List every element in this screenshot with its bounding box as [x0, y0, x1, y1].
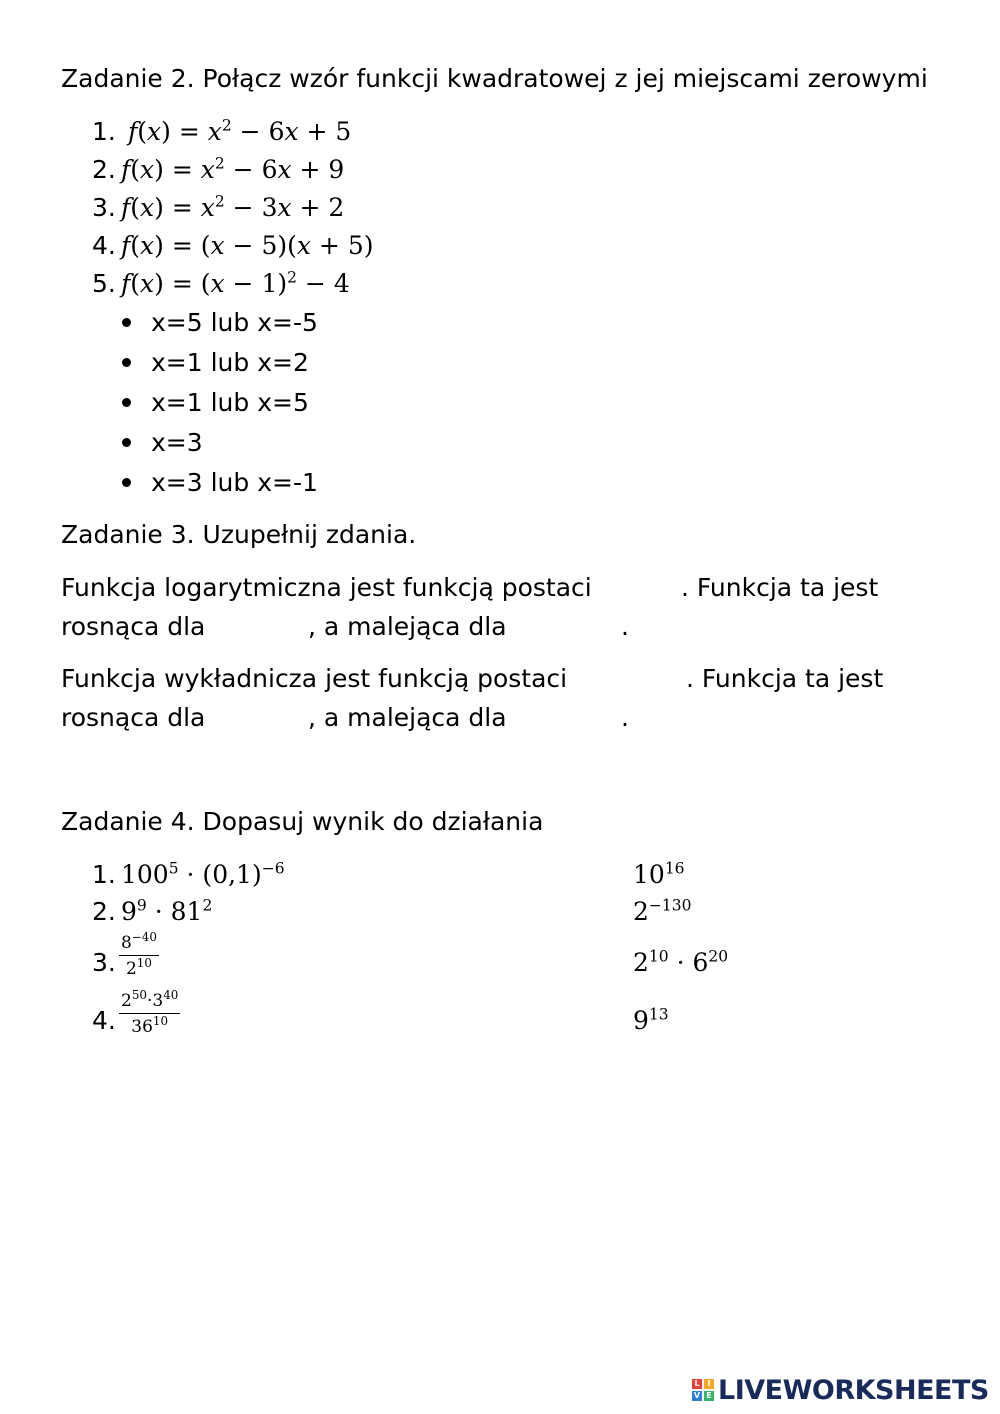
formula-expression: f(x) = (x − 5)(x + 5)	[121, 231, 374, 260]
bullet-icon	[122, 438, 131, 447]
result-4: $9^{13}$	[633, 1005, 669, 1035]
operation-fraction	[119, 929, 159, 980]
fraction-numerator: $8^{-40}$	[119, 932, 159, 956]
task4-title: Zadanie 4. Dopasuj wynik do działania	[61, 807, 544, 836]
formula-expression: $f(x) = x^2 - 6x + 5$	[128, 116, 352, 146]
log-sentence-end: .	[621, 612, 629, 641]
exp-sentence-continue: . Funkcja ta jest	[686, 664, 884, 693]
task2-title: Zadanie 2. Połącz wzór funkcji kwadratowej z jej miejscami zerowymi	[61, 64, 928, 93]
log-decreasing-label: , a malejąca dla	[308, 612, 507, 641]
logo-tile: E	[704, 1391, 714, 1401]
bullet-icon	[122, 358, 131, 367]
formula-number: 3.	[92, 193, 116, 222]
logo-tile: V	[693, 1391, 701, 1400]
exp-sentence-end: .	[621, 703, 629, 732]
operation-number: 2.	[92, 897, 116, 926]
operation-number: 4.	[92, 1006, 116, 1035]
result-2: $2^{-130}$	[633, 896, 692, 926]
result-1: $10^{16}$	[633, 859, 685, 889]
operation-expression: $9^9 \cdot 81^2$	[121, 896, 213, 926]
fraction-numerator: $2^{50}\cdot 3^{40}$	[119, 990, 180, 1014]
formula-expression: $f(x) = x^2 - 3x + 2$	[121, 192, 345, 222]
exp-sentence-start: Funkcja wykładnicza jest funkcją postaci	[61, 664, 568, 693]
formula-number: 1.	[92, 117, 116, 146]
root-label: x=5 lub x=-5	[151, 308, 318, 337]
formula-number: 4.	[92, 231, 116, 260]
log-increasing-label: rosnąca dla	[61, 612, 206, 641]
exp-increasing-label: rosnąca dla	[61, 703, 206, 732]
result-3: $2^{10} \cdot 6^{20}$	[633, 947, 729, 977]
bullet-icon	[122, 478, 131, 487]
bullet-icon	[122, 318, 131, 327]
exp-decreasing-label: , a malejąca dla	[308, 703, 507, 732]
logo-text: LIVEWORKSHEETS	[718, 1374, 989, 1406]
formula-number: 2.	[92, 155, 116, 184]
fraction-denominator: $2^{10}$	[125, 955, 152, 979]
formula-expression: $f(x) = (x - 1)^2 - 4$	[121, 268, 350, 298]
liveworksheets-logo	[692, 1374, 989, 1406]
operation-number: 3.	[92, 948, 116, 977]
log-sentence-start: Funkcja logarytmiczna jest funkcją postaci	[61, 573, 592, 602]
logo-tile: L	[692, 1379, 702, 1389]
root-label: x=1 lub x=2	[151, 348, 309, 377]
fraction-denominator: $36^{10}$	[131, 1013, 169, 1037]
operation-expression: $100^5 \cdot (0,1)^{-6}$	[121, 859, 285, 889]
operation-fraction	[119, 987, 180, 1038]
logo-tiles-icon	[692, 1379, 714, 1401]
root-label: x=3	[151, 428, 203, 457]
root-label: x=3 lub x=-1	[151, 468, 318, 497]
logo-tile: I	[704, 1379, 714, 1389]
task3-title: Zadanie 3. Uzupełnij zdania.	[61, 520, 417, 549]
formula-number: 5.	[92, 269, 116, 298]
operation-number: 1.	[92, 860, 116, 889]
bullet-icon	[122, 398, 131, 407]
root-label: x=1 lub x=5	[151, 388, 309, 417]
formula-expression: $f(x) = x^2 - 6x + 9$	[121, 154, 345, 184]
log-sentence-continue: . Funkcja ta jest	[681, 573, 879, 602]
